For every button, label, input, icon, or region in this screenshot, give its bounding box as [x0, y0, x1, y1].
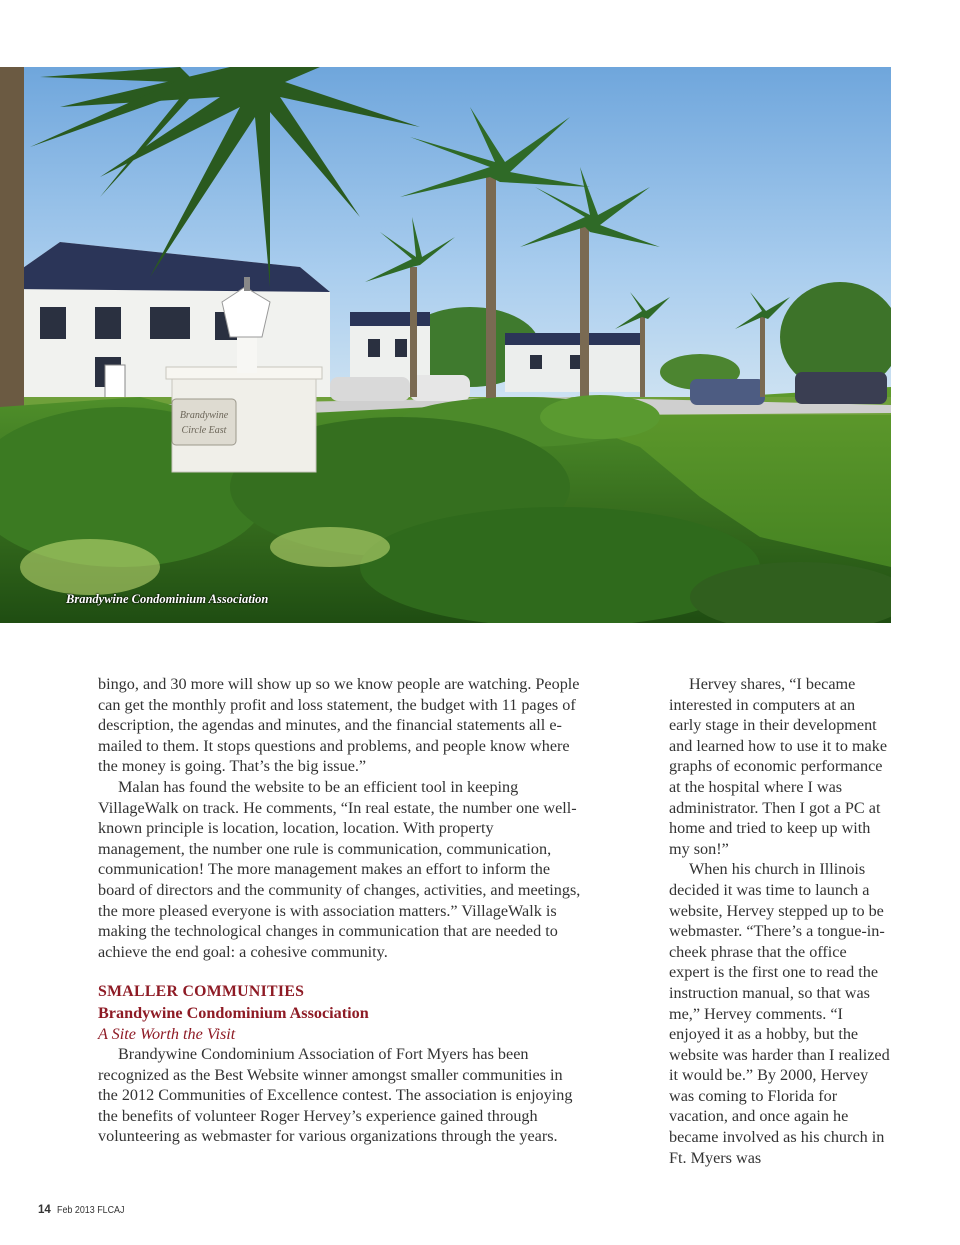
section-subheading: Brandywine Condominium Association — [98, 1003, 369, 1022]
article-main-column — [98, 674, 582, 1147]
sign-line-2: Circle East — [181, 425, 227, 436]
sign-line-1: Brandywine — [179, 410, 229, 421]
section-tagline: A Site Worth the Visit — [98, 1024, 236, 1043]
article-paragraph: Brandywine Condominium Association of Fort Myers has been recognized as the Best Website winner amongst smaller communities in the 2012 Communities of Excellence contest. The association is enjoying the benefits of volunteer Roger Hervey’s experience gained through volunteering as webmaster for various organizations through the years. — [98, 1045, 573, 1146]
article-paragraph: When his church in Illinois decided it was time to launch a website, Hervey stepped up to be webmaster. “There’s a tongue-in-cheek phrase that the office expert is the first one to read the instruction manual, so that was me,” Hervey comments. “I enjoyed it as a hobby, but the website was harder than I realized it would be.” By 2000, Hervey was coming to Florida for vacation, and once again he became involved as his church in Ft. Myers was — [669, 860, 890, 1167]
article-side-column — [669, 674, 891, 1168]
section-heading: SMALLER COMMUNITIES — [98, 983, 305, 1001]
page-footer — [38, 1204, 136, 1216]
page-number: 14 — [38, 1204, 51, 1216]
article-paragraph: Malan has found the website to be an efficient tool in keeping VillageWalk on track. He comments, “In real estate, the number one well-known principle is location, location, location. With property management, the number one rule is communication, communication, communication! The more management makes an effort to inform the board of directors and the community of changes, activities, and meetings, the more pleased everyone is with association matters.” VillageWalk is making the technological changes in communication that are needed to achieve the end goal: a cohesive community. — [98, 777, 581, 961]
article-paragraph: bingo, and 30 more will show up so we know people are watching. People can get the monthly profit and loss statement, the budget with 11 pages of description, the agendas and minutes, and the financial statements all e-mailed to them. It stops questions and problems, and people know where the money is going. That’s the big issue.” — [98, 675, 580, 776]
photo-caption: Brandywine Condominium Association — [66, 592, 269, 606]
issue-label: Feb 2013 FLCAJ — [56, 1204, 125, 1216]
photo-illustration — [0, 67, 891, 623]
article-photo — [0, 67, 891, 623]
article-paragraph: Hervey shares, “I became interested in computers at an early stage in their development and learned how to use it to make graphs of economic performance at the hospital where I was administrator. Then I got a PC at home and tried to keep up with my son!” — [669, 675, 888, 858]
